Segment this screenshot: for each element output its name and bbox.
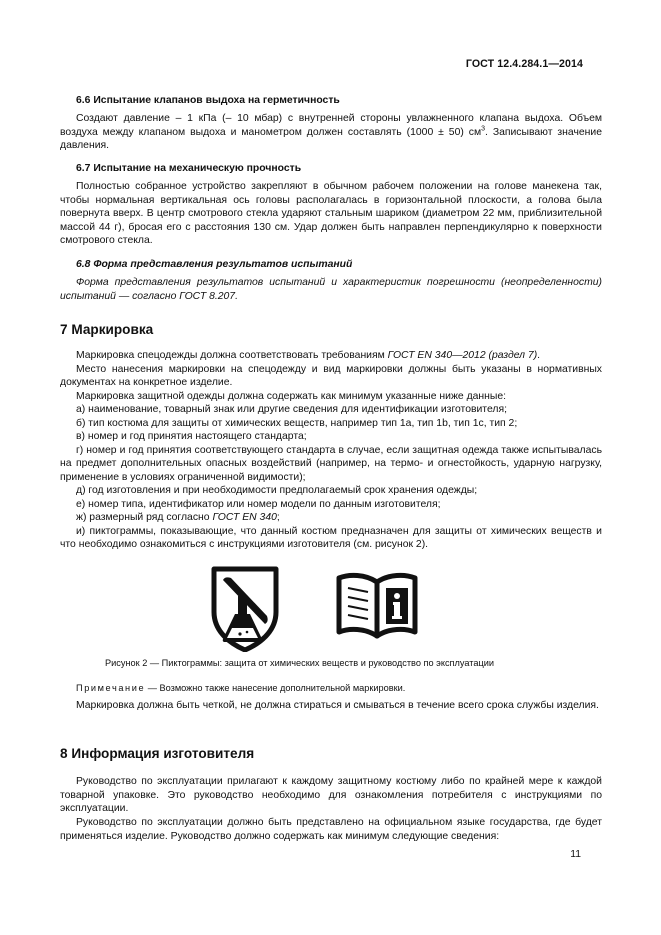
section-8-title: 8 Информация изготовителя — [60, 746, 255, 761]
section-7-final-paragraph: Маркировка должна быть четкой, не должна стираться и смываться в течение всего срока службы изделия. — [76, 700, 599, 711]
section-6-6-title: 6.6 Испытание клапанов выдоха на герметичность — [76, 95, 340, 106]
note-label: Примечание — [76, 683, 146, 693]
standard-reference: ГОСТ EN 340—2012 (раздел 7) — [387, 350, 538, 361]
text-span: . Записывают значение давления. — [60, 126, 602, 152]
section-8-paragraph-1: Руководство по эксплуатации прилагают к каждому защитному костюму либо по крайней мере к каждой товарной упаковке. Это руководство необходимо для ознакомления потребителя с инструкциями по эксплуатации. — [60, 776, 602, 815]
superscript: 3 — [481, 125, 485, 133]
list-item-d: д) год изготовления и при необходимости предполагаемый срок хранения одежды; — [76, 485, 478, 496]
section-7-paragraph-1 — [60, 349, 602, 363]
note-text: — Возможно также нанесение дополнительной маркировки. — [145, 683, 406, 693]
list-item-i: и) пиктограммы, показывающие, что данный костюм предназначен для защиты от химических веществ и что необходимо ознакомиться с инструкциями изготовителя (см. рисунок 2). — [60, 525, 602, 551]
section-8-paragraph-2: Руководство по эксплуатации должно быть представлено на официальном языке государства, где будет применяться изделие. Руководство должно содержать как минимум следующие сведения: — [60, 817, 602, 842]
document-header: ГОСТ 12.4.284.1—2014 — [465, 58, 583, 70]
text-span: Создают давление – 1 кПа (– 10 мбар) с внутренней стороны увлажненного клапана выдоха. Объем воздуха между клапаном выдоха и манометром должен составлять (1000 ± 50) см — [60, 113, 602, 138]
list-item-b: б) тип костюма для защиты от химических веществ, например тип 1а, тип 1b, тип 1с, тип 2; — [76, 417, 518, 429]
page-number: 11 — [570, 849, 581, 860]
list-item-a: а) наименование, товарный знак или другие сведения для идентификации изготовителя; — [76, 404, 507, 415]
list-item-v: в) номер и год принятия настоящего стандарта; — [76, 431, 307, 442]
chemical-protection-shield-icon — [211, 566, 279, 652]
section-6-7-title: 6.7 Испытание на механическую прочность — [76, 163, 302, 174]
section-7-title: 7 Маркировка — [60, 322, 154, 337]
section-6-7-paragraph: Полностью собранное устройство закрепляют в обычном рабочем положении на голове манекена так, чтобы нормальная вертикальная ось головы располагалась в горизонтальной плоскости, а голова была повернута вверх. В центр смотрового стекла ударяют стальным шариком (диаметром 22 мм, приблизительной массой 44 г), бросая его с расстояния 130 см. Удар должен быть направлен перпендикулярно к поверхности смотрового стекла. — [60, 181, 602, 247]
figure-caption: Рисунок 2 — Пиктограммы: защита от химических веществ и руководство по эксплуатации — [105, 658, 495, 668]
list-item-zh — [60, 511, 618, 525]
list-item-e: е) номер типа, идентификатор или номер модели по данным изготовителя; — [76, 498, 441, 510]
section-6-6-paragraph — [60, 112, 602, 153]
note — [60, 682, 618, 696]
read-instructions-book-icon — [335, 570, 419, 642]
section-7-paragraph-2: Место нанесения маркировки на спецодежду и вид маркировки должны быть указаны в нормативных документах на конкретное изделие. — [60, 363, 602, 389]
text-span: Маркировка спецодежды должна соответствовать требованиям — [76, 350, 388, 361]
text-span: ж) размерный ряд согласно — [76, 512, 213, 523]
section-6-8-paragraph: Форма представления результатов испытаний и характеристик погрешности (неопределенности) испытаний — согласно ГОСТ 8.207. — [60, 277, 602, 302]
section-6-8-title: 6.8 Форма представления результатов испытаний — [76, 259, 353, 270]
text-span: ; — [276, 512, 280, 523]
section-7-paragraph-3: Маркировка защитной одежды должна содержать как минимум указанные ниже данные: — [76, 390, 507, 402]
standard-reference: ГОСТ EN 340 — [212, 512, 277, 523]
list-item-g: г) номер и год принятия соответствующего стандарта в случае, если защитная одежда также испытывалась на предмет дополнительных опасных воздействий (например, на термо- и огнестойкость, ударную нагрузку, применение в условиях ограниченной видимости); — [60, 444, 602, 483]
text-span: . — [537, 350, 541, 361]
